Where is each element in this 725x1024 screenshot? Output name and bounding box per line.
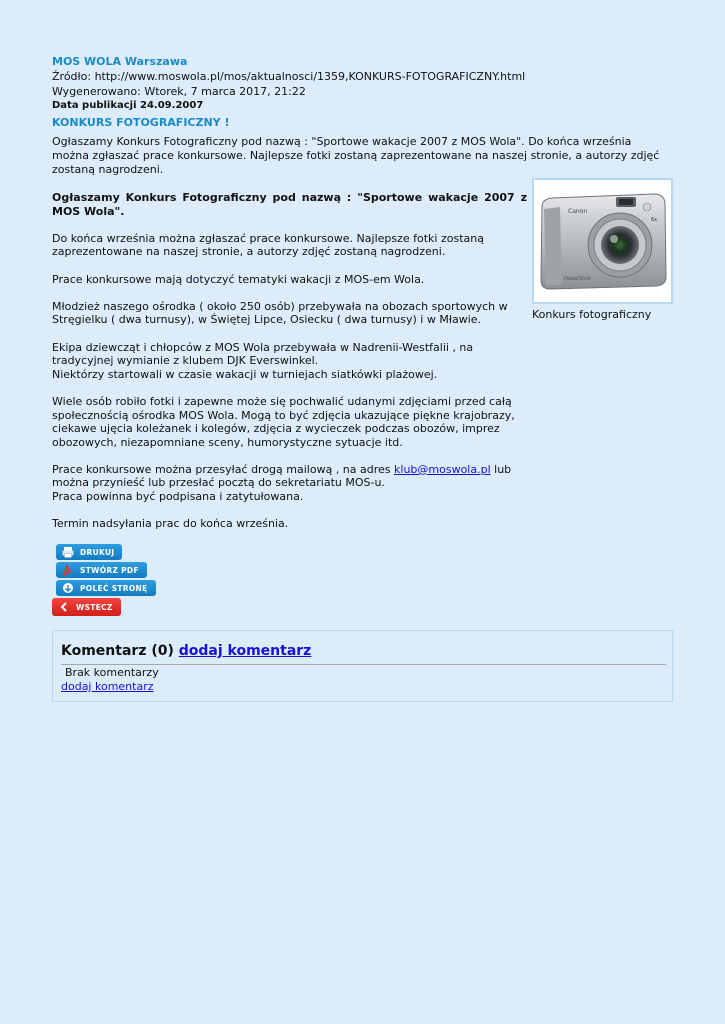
recommend-icon [62, 582, 74, 594]
paragraph-line: Praca powinna być podpisana i zatytułowana. [52, 490, 304, 504]
article-body [52, 191, 673, 531]
paragraph: Wiele osób robiło fotki i zapewne może się pochwalić udanymi zdjęciami przed całą społecznością ośrodka MOS Wola. Mogą to być zdjęcia ukazujące piękne krajobrazy, ciekawe ujęcia koleżanek i kolegów, zdjęcia z wycieczek podczas obozów, imprez obozowych, niezapomniane sceny, humorystyczne sytuacje itd. [52, 394, 515, 449]
no-comments-text: Brak komentarzy [65, 666, 159, 679]
camera-illustration [536, 185, 669, 297]
back-arrow-icon [58, 601, 70, 613]
create-pdf-button[interactable] [56, 562, 147, 578]
paragraph [52, 463, 527, 504]
publication-date: Data publikacji 24.09.2007 [52, 100, 204, 111]
article-title: KONKURS FOTOGRAFICZNY ! [52, 116, 230, 129]
action-buttons [52, 544, 673, 618]
comments-box [52, 630, 673, 702]
camera-photo[interactable] [532, 178, 673, 304]
print-label: DRUKUJ [80, 547, 115, 557]
pdf-icon [62, 564, 74, 576]
page-content [52, 54, 673, 618]
print-button[interactable] [56, 544, 122, 560]
paragraph: Termin nadsyłania prac do końca września. [52, 517, 289, 531]
comments-count: Komentarz (0) [61, 643, 174, 659]
article-intro: Ogłaszamy Konkurs Fotograficzny pod nazwą : "Sportowe wakacje 2007 z MOS Wola". Do końca września można zgłaszać prace konkursowe. Najlepsze fotki zostaną zaprezentowane na naszej stronie, a autorzy zdjęć zostaną nagrodzeni. [52, 135, 660, 176]
paragraph-line: Ekipa dziewcząt i chłopców z MOS Wola przebywała w Nadrenii-Westfalii , na tradycyjnej wymianie z klubem DJK Everswinkel. [52, 340, 474, 368]
figure-caption: Konkurs fotograficzny [532, 308, 652, 321]
add-comment-link-bottom[interactable]: dodaj komentarz [61, 680, 154, 693]
printer-icon [62, 546, 74, 558]
article-figure [532, 178, 673, 321]
back-label: WSTECZ [76, 602, 113, 612]
article-text [52, 191, 527, 531]
svg-text:6x: 6x [651, 217, 658, 223]
lead-paragraph: Ogłaszamy Konkurs Fotograficzny pod nazwą : "Sportowe wakacje 2007 z MOS Wola". [52, 191, 527, 218]
back-button[interactable] [52, 598, 121, 616]
site-title: MOS WOLA Warszawa [52, 55, 188, 68]
comments-heading [61, 643, 311, 659]
source-url: Źródło: http://www.moswola.pl/mos/aktualnosci/1359,KONKURS-FOTOGRAFICZNY.html [52, 70, 526, 83]
comments-divider [61, 664, 666, 665]
paragraph-text: lub można przynieść lub przesłać pocztą do sekretariatu MOS-u. [52, 462, 512, 490]
recommend-label: POLEĆ STRONĘ [80, 583, 148, 593]
svg-text:PowerShot: PowerShot [564, 276, 591, 282]
svg-text:Canon: Canon [568, 208, 588, 215]
email-link[interactable]: klub@moswola.pl [394, 462, 491, 476]
paragraph: Młodzież naszego ośrodka ( około 250 osób) przebywała na obozach sportowych w Stręgielku ( dwa turnusy), w Świętej Lipce, Osiecku ( dwa turnusy) i w Mławie. [52, 299, 508, 327]
paragraph-line: Niektórzy startowali w czasie wakacji w turniejach siatkówki plażowej. [52, 367, 438, 381]
recommend-button[interactable] [56, 580, 156, 596]
create-pdf-label: STWÓRZ PDF [80, 565, 139, 575]
paragraph [52, 341, 527, 382]
generated-date: Wygenerowano: Wtorek, 7 marca 2017, 21:22 [52, 85, 306, 98]
paragraph-text: Prace konkursowe można przesyłać drogą mailową , na adres [52, 462, 395, 476]
paragraph: Do końca września można zgłaszać prace konkursowe. Najlepsze fotki zostaną zaprezentowane na naszej stronie, a autorzy zdjęć zostaną nagrodzeni. [52, 231, 484, 259]
paragraph: Prace konkursowe mają dotyczyć tematyki wakacji z MOS-em Wola. [52, 272, 425, 286]
add-comment-link[interactable]: dodaj komentarz [178, 643, 312, 659]
